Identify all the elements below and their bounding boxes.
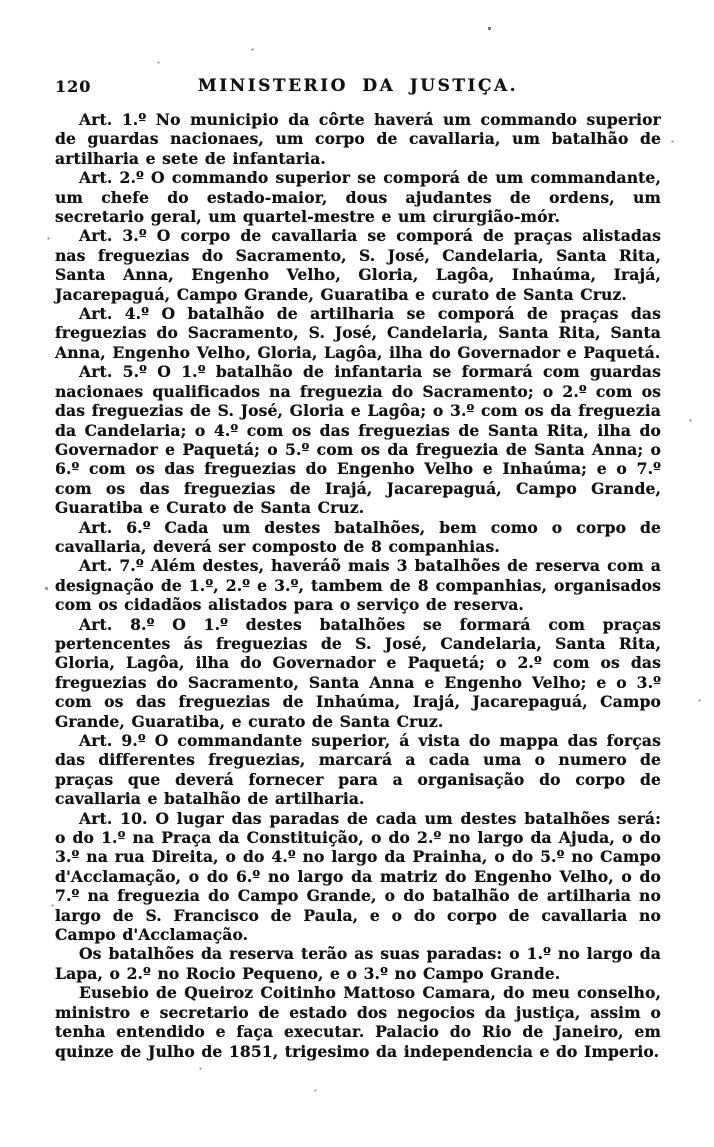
paragraph-art-6: Art. 6.º Cada um destes batalhões, bem como o corpo de cavallaria, deverá ser composto de 8 companhias. — [55, 517, 661, 556]
text-block — [55, 76, 661, 1061]
paragraph-reserva-paradas: Os batalhões da reserva terão as suas paradas: o 1.º no largo da Lapa, o 2.º no Rocio Pequeno, e o 3.º no Campo Grande. — [55, 944, 661, 983]
page-title: MINISTERIO DA JUSTIÇA. — [197, 76, 519, 96]
paragraph-art-5: Art. 5.º O 1.º batalhão de infantaria se formará com guardas nacionaes qualificados na freguezia do Sacramento; o 2.º com os das freguezias de S. José, Gloria e Lagôa; o 3.º com os da freguezia da Candelaria; o 4.º com os das freguezias de Santa Rita, ilha do Governador e Paquetá; o 5.º com os da freguezia de Santa Anna; o 6.º com os das freguezias do Engenho Velho e Inhaúma; e o 7.º com os das freguezias de Irajá, Jacarepaguá, Campo Grande, Guaratiba e Curato de Santa Cruz. — [55, 362, 661, 518]
scan-noise-speckles — [0, 0, 1, 1]
page-number: 120 — [55, 77, 92, 96]
paragraph-art-2: Art. 2.º O commando superior se comporá de um commandante, um chefe do estado-maior, dous ajudantes de ordens, um secretario geral, um quartel-mestre e um cirurgião-mór. — [55, 168, 661, 227]
document-body — [55, 110, 661, 1061]
paragraph-art-8: Art. 8.º O 1.º destes batalhões se formará com praças pertencentes ás freguezias de S. José, Candelaria, Santa Rita, Gloria, Lagôa, ilha do Governador e Paquetá; o 2.º com os das freguezias do Sacramento, Santa Anna e Engenho Velho; e o 3.º com os das freguezias de Inhaúma, Irajá, Jacarepaguá, Campo Grande, Guaratiba, e curato de Santa Cruz. — [55, 614, 661, 731]
page-header — [55, 76, 661, 100]
paragraph-art-3: Art. 3.º O corpo de cavallaria se comporá de praças alistadas nas freguezias do Sacramento, S. José, Candelaria, Santa Rita, Santa Anna, Engenho Velho, Gloria, Lagôa, Inhaúma, Irajá, Jacarepaguá, Campo Grande, Guaratiba e curato de Santa Cruz. — [55, 226, 661, 304]
paragraph-art-4: Art. 4.º O batalhão de artilharia se comporá de praças das freguezias do Sacramento, S. José, Candelaria, Santa Rita, Santa Anna, Engenho Velho, Gloria, Lagôa, ilha do Governador e Paquetá. — [55, 304, 661, 362]
paragraph-art-1: Art. 1.º No municipio da côrte haverá um commando superior de guardas nacionaes, um corpo de cavallaria, um batalhão de artilharia e sete de infantaria. — [55, 110, 661, 168]
paragraph-closing-formula: Eusebio de Queiroz Coitinho Mattoso Camara, do meu conselho, ministro e secretario de estado dos negocios da justiça, assim o tenha entendido e faça executar. Palacio do Rio de Janeiro, em quinze de Julho de 1851, trigesimo da independencia e do Imperio. — [55, 983, 661, 1061]
paragraph-art-7: Art. 7.º Além destes, haveráõ mais 3 batalhões de reserva com a designação de 1.º, 2.º e 3.º, tambem de 8 companhias, organisados com os cidadãos alistados para o serviço de reserva. — [55, 556, 661, 615]
paragraph-art-9: Art. 9.º O commandante superior, á vista do mappa das forças das differentes freguezias, marcará a cada uma o numero de praças que deverá fornecer para a organisação do corpo de cavallaria e batalhão de artilharia. — [55, 731, 661, 809]
paragraph-art-10: Art. 10. O lugar das paradas de cada um destes batalhões será: o do 1.º na Praça da Constituição, o do 2.º no largo da Ajuda, o do 3.º na rua Direita, o do 4.º no largo da Prainha, o do 5.º no Campo d'Acclamação, o do 6.º no largo da matriz do Engenho Velho, o do 7.º na freguezia do Campo Grande, o do batalhão de artilharia no largo de S. Francisco de Paula, e o do corpo de cavallaria no Campo d'Acclamação. — [55, 808, 661, 945]
